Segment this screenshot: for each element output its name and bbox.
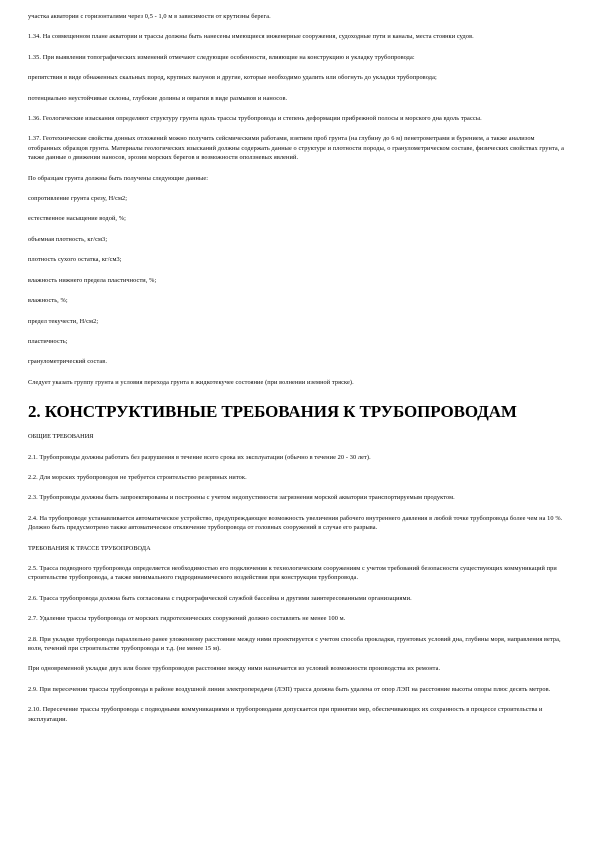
list-item: гранулометрический состав.	[28, 358, 108, 366]
list-item: пластичность;	[28, 337, 68, 345]
paragraph: участка акватории с горизонталями через 0,5 - 1,0 м в зависимости от крутизны берега.	[28, 13, 271, 20]
paragraph-2-7: 2.7. Удаление трассы трубопровода от морских гидротехнических сооружений должно составлять не менее 100 м.	[28, 615, 346, 623]
list-item: предел текучести, Н/см2;	[28, 317, 99, 325]
paragraph-2-8: 2.8. При укладке трубопровода параллельно ранее уложенному расстояние между ними проектируется с учетом способа прокладки, грунтовых условий дна, глубины моря, направления ветра, волн, течений при строительстве трубопровода и т.д. (не менее 15 м).	[28, 635, 561, 652]
paragraph-1-34: 1.34. На совмещенном плане акватории и трассы должны быть нанесены имеющиеся инженерные сооружения, судоходные пути и каналы, места стоянки судов.	[28, 33, 474, 41]
paragraph: Следует указать группу грунта и условия перехода грунта в жидкотекучее состояние (при волнении иземной тряске).	[28, 378, 354, 386]
paragraph-2-6: 2.6. Трасса трубопровода должна быть согласована с гидрографической службой бассейна и другими заинтересованными организациями.	[28, 594, 412, 602]
list-item: влажность нижнего предела пластичности, %;	[28, 276, 157, 284]
subsection-heading: ТРЕБОВАНИЯ К ТРАССЕ ТРУБОПРОВОДА	[28, 544, 151, 552]
paragraph-1-36: 1.36. Геологические изыскания определяют структуру грунта вдоль трассы трубопровода и степень деформации прибрежной полосы и морского дна вдоль трассы.	[28, 115, 482, 123]
paragraph-1-35: 1.35. При выявлении топографических изменений отмечают следующие особенности, влияющие на конструкцию и укладку трубопровода:	[28, 53, 415, 61]
list-item: объемная плотность, кг/см3;	[28, 235, 108, 243]
paragraph: При одновременной укладке двух или более трубопроводов расстояние между ними назначается из условий возможности производства их ремонта.	[28, 665, 441, 673]
paragraph-2-4: 2.4. На трубопроводе устанавливается автоматическое устройство, предупреждающее возможность увеличения рабочего внутреннего давления в любой точке трубопровода более чем на 10 %. Должно быть предусмотрено также автоматическое отключение трубопровода от головных сооружений в случае его разрыва.	[28, 514, 563, 532]
paragraph-2-1: 2.1. Трубопроводы должны работать без разрушения в течение всего срока их эксплуатации (обычно в течение 20 - 30 лет).	[28, 453, 371, 461]
paragraph-2-2: 2.2. Для морских трубопроводов не требуется строительство резервных ниток.	[28, 473, 247, 481]
section-heading: 2. КОНСТРУКТИВНЫЕ ТРЕБОВАНИЯ К ТРУБОПРОВОДАМ	[28, 402, 517, 422]
paragraph: препятствия в виде обнаженных скальных пород, крупных валунов и другие, которые необходимо удалить или обогнуть до укладки трубопровода;	[28, 74, 437, 82]
paragraph-2-9: 2.9. При пересечении трассы трубопровода в районе воздушной линии электропередачи (ЛЭП) трасса должна быть удалена от опор ЛЭП на расстояние высоты опоры плюс десять метров.	[28, 685, 551, 693]
list-item: сопротивление грунта срезу, Н/см2;	[28, 195, 128, 203]
subsection-heading: ОБЩИЕ ТРЕБОВАНИЯ	[28, 433, 94, 441]
paragraph: По образцам грунта должны быть получены следующие данные:	[28, 174, 209, 182]
paragraph: потенциально неустойчивые склоны, глубокие долины и оврагии в виде размывов и наносов.	[28, 94, 288, 102]
list-item: влажность, %;	[28, 297, 68, 305]
paragraph-2-3: 2.3. Трубопроводы должны быть запроектированы и построены с учетом недопустимости загрязнения морской акватории транспортируемым продуктом.	[28, 494, 455, 502]
list-item: плотность сухого остатка, кг/см3;	[28, 256, 122, 264]
paragraph-2-5: 2.5. Трасса подводного трубопровода определяется необходимостью его подключения к технологическим сооружениям с учетом требований безопасности существующих коммуникаций при строительстве трубопровода, а также минимального гидродинамического воздействия при конструкции трубопровода.	[28, 564, 557, 582]
paragraph-2-10: 2.10. Пересечение трассы трубопровода с подводными коммуникациями и трубопроводами допускается при принятии мер, обеспечивающих их сохранность в процессе строительства и эксплуатации.	[28, 706, 543, 723]
paragraph-1-37: 1.37. Геотехнические свойства донных отложений можно получить сейсмическими работами, взятием проб грунта (на глубину до 6 м) пенетрометрами и бурением, а также анализом отобранных образцов грунта. Материалы геологических изысканий должны содержать данные о структуре и плотности породы, о гранулометрическом составе, физических свойствах грунта, а также данные о движении наносов, эрозии морских берегов и возможности оползневых явлений.	[28, 135, 565, 162]
list-item: естественное насыщение водой, %;	[28, 215, 126, 223]
